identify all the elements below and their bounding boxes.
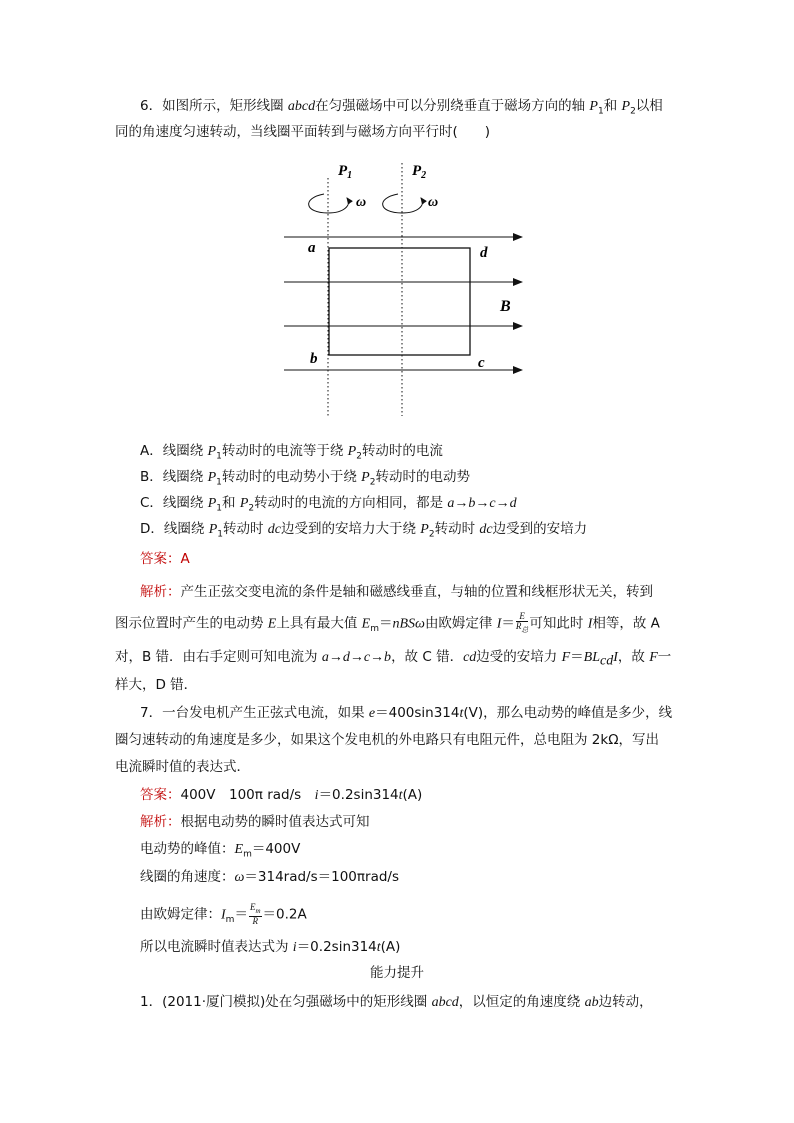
analysis-7-ohm: 由欧姆定律：$I_m=$ $\frac{E_m}{R}$ ＝0.2A [140,902,307,926]
answer-6: 答案：A [140,551,190,567]
rotation-arrow-p2 [383,194,423,213]
label-p2: $P_2$ [412,163,427,181]
analysis-7-line-1: 解析：根据电动势的瞬时值表达式可知 [140,814,370,830]
analysis-6-line-2: 图示位置时产生的电动势 E上具有最大值 $E_m=nBS\omega$由欧姆定律 I＝ $\frac{E}{R_总}$ 可知此时 I相等，故 A [115,611,660,635]
option-c: C．线圈绕 $P_1$和 $P_2$转动时的电流的方向相同，都是 a→b→c→d [140,495,517,514]
label-B: B [500,298,511,315]
coil-rectangle [329,248,470,355]
fraction-e-over-r: $\frac{E}{R_总}$ [515,611,529,634]
label-b: b [310,351,318,367]
analysis-7-omega: 线圈的角速度：ω＝314rad/s＝100πrad/s [140,869,400,885]
q7-line-3: 电流瞬时值的表达式． [115,759,250,775]
rotation-arrow-p1 [309,194,349,213]
coil-figure [270,150,540,420]
label-omega-1: ω [356,195,367,210]
q7-line-1: 7．一台发电机产生正弦式电流，如果 e＝400sin314t(V)，那么电动势的峰值是多少，线 [140,705,673,721]
label-p1: $P_1$ [338,163,353,181]
q6-line-2: 同的角速度匀速转动，当线圈平面转到与磁场方向平行时( ) [115,124,491,140]
section-title: 能力提升 [370,965,424,981]
label-c: c [478,355,485,371]
analysis-6-line-4: 样大，D 错． [115,677,198,693]
fraction-em-over-r: $\frac{E_m}{R}$ [249,902,261,926]
option-b: B．线圈绕 $P_1$转动时的电动势小于绕 $P_2$转动时的电动势 [140,469,470,488]
option-a: A．线圈绕 $P_1$转动时的电流等于绕 $P_2$转动时的电流 [140,443,443,462]
analysis-6-line-1: 解析：产生正弦交变电流的条件是轴和磁感线垂直，与轴的位置和线框形状无关，转到 [140,584,653,600]
label-omega-2: ω [428,195,439,210]
q1-line-1: 1．(2011·厦门模拟)处在匀强磁场中的矩形线圈 abcd，以恒定的角速度绕 ab边转动， [140,994,653,1010]
q7-line-2: 圈匀速转动的角速度是多少，如果这个发电机的外电路只有电阻元件，总电阻为 2kΩ，写出 [115,732,660,748]
label-d: d [480,245,488,261]
analysis-7-peak: 电动势的峰值：$E_m=400V$ [140,841,301,860]
answer-7: 答案：400V 100π rad/s i＝0.2sin314t(A) [140,787,423,803]
analysis-6-line-3: 对，B 错．由右手定则可知电流为 a→d→c→b，故 C 错．cd边受的安培力 $F=BL_{cd}I$，故 F一 [115,649,672,669]
analysis-7-final: 所以电流瞬时值表达式为 i＝0.2sin314t(A) [140,939,401,955]
label-a: a [308,240,316,256]
option-d: D．线圈绕 $P_1$转动时 dc边受到的安培力大于绕 $P_2$转动时 dc边受到的安培力 [140,521,588,540]
q6-line-1: 6．如图所示，矩形线圈 abcd在匀强磁场中可以分别绕垂直于磁场方向的轴 $P_1$和 $P_2$以相 [140,98,663,117]
